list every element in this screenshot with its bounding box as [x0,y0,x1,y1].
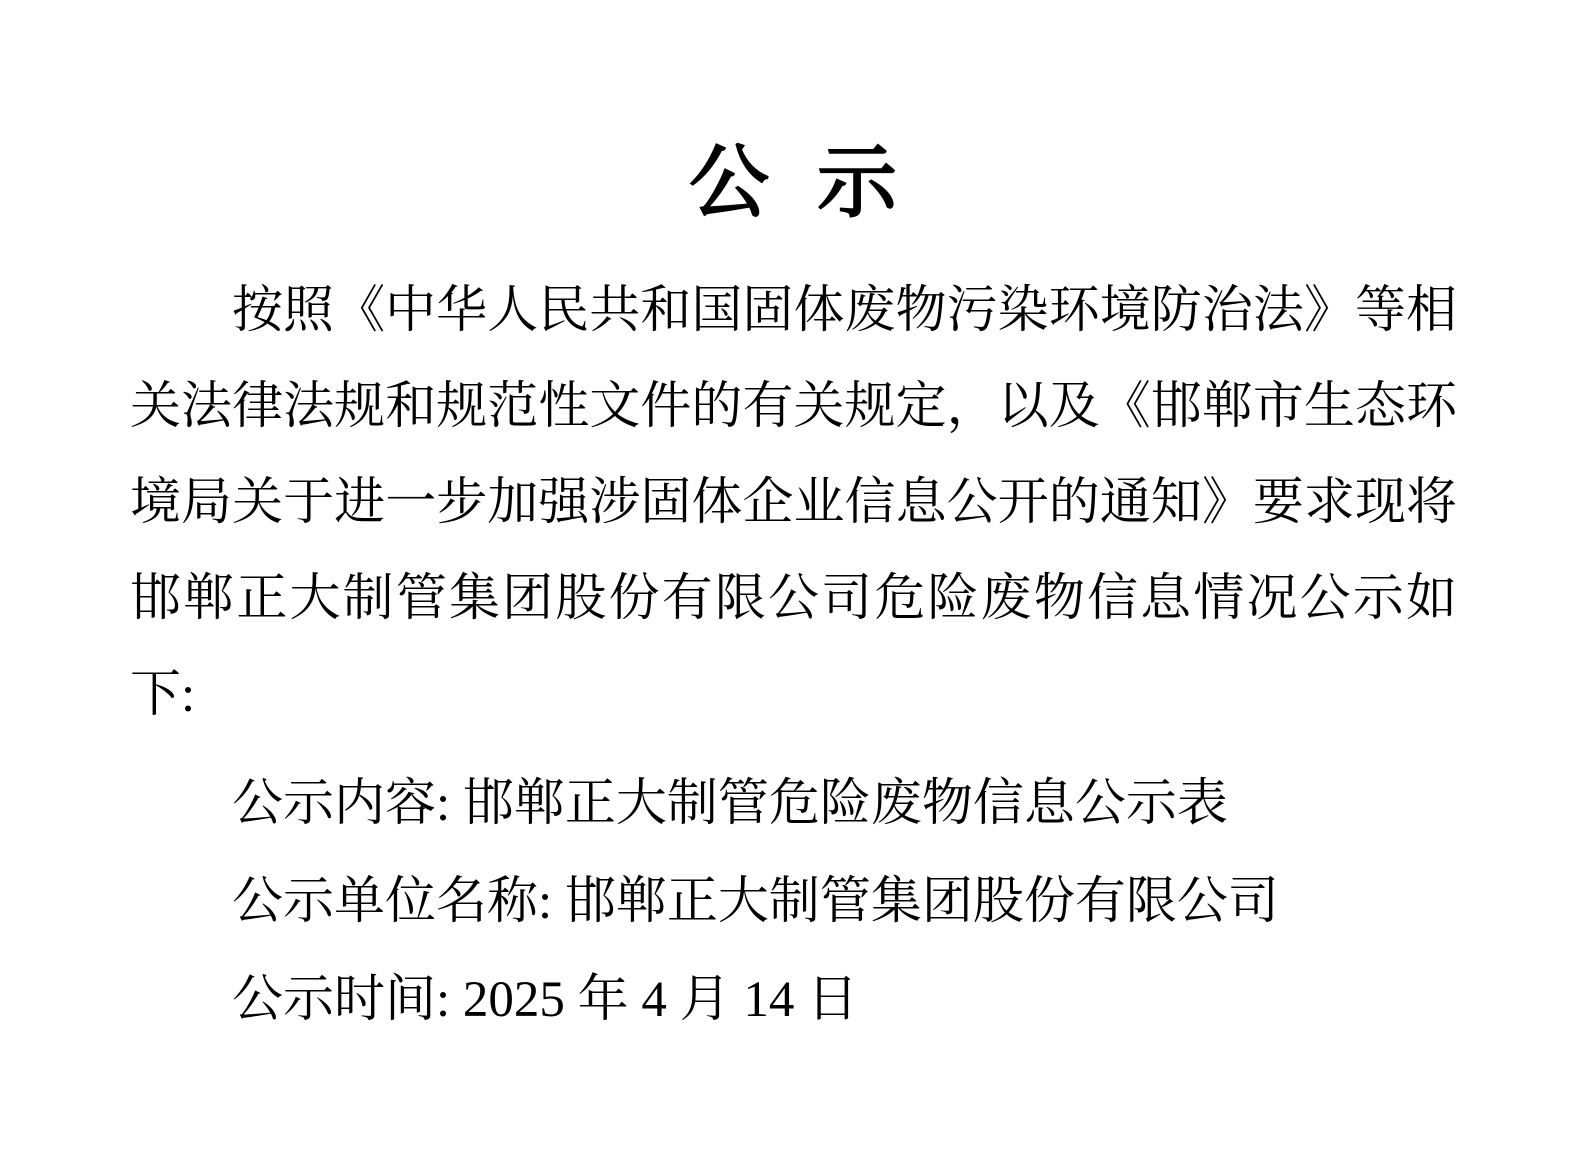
main-paragraph: 按照《中华人民共和国固体废物污染环境防治法》等相关法律法规和规范性文件的有关规定，以及《邯郸市生态环境局关于进一步加强涉固体企业信息公开的通知》要求现将邯郸正大制管集团股份有限公司危险废物信息情况公示如下: [130,283,1457,723]
field-notice-date: 公示时间: 2025 年 4 月 14 日 [232,972,859,1028]
field-notice-unit-name: 公示单位名称: 邯郸正大制管集团股份有限公司 [232,874,1279,930]
document-title: 公 示 [689,140,898,228]
notice-fields [130,755,1457,1049]
field-notice-content: 公示内容: 邯郸正大制管危险废物信息公示表 [232,776,1228,832]
